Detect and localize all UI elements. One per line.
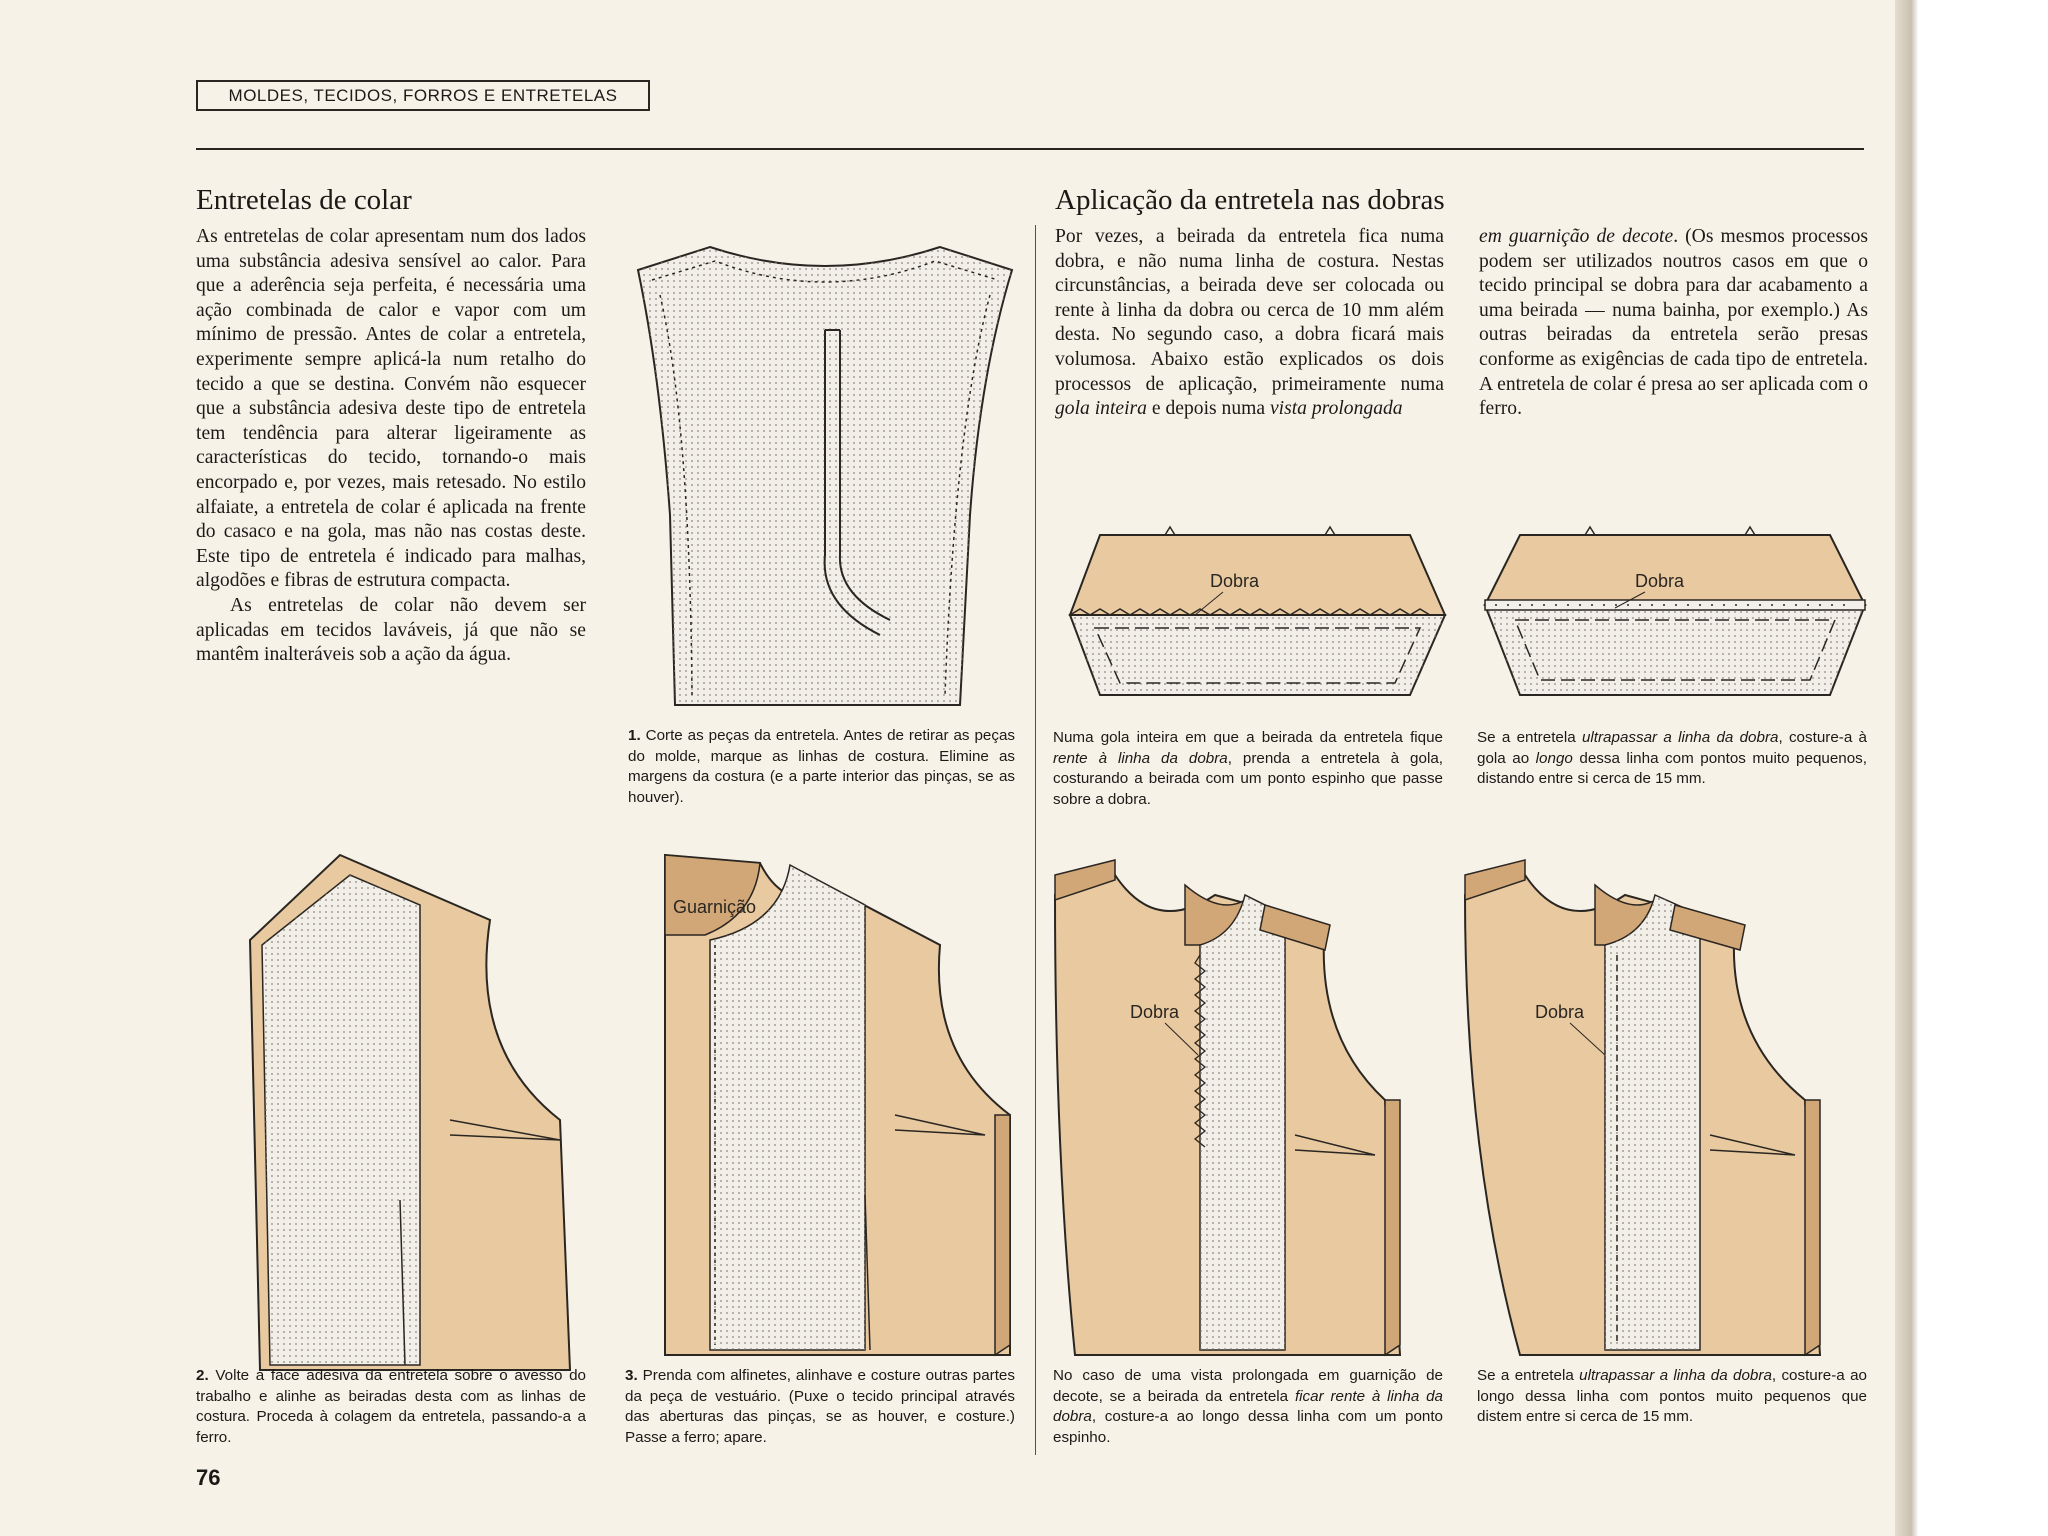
svg-text:Dobra: Dobra: [1635, 571, 1685, 591]
page-number: 76: [196, 1465, 221, 1490]
caption-7: Se a entretela ultrapassar a linha da dobra, costure-a ao longo dessa linha com pontos muito pequenos que distem entre si cerca de 15 mm.: [1477, 1367, 1867, 1425]
figure-1-interfacing-pieces: [630, 225, 1020, 725]
caption-2: 2. Volte a face adesiva da entretela sobre o avesso do trabalho e alinhe as beiradas desta com as linhas de costura. Proceda à colagem da entretela, passando-a a ferro.: [196, 1367, 586, 1446]
column-divider: [1035, 225, 1036, 1455]
figure-extended-facing-flush: [1055, 855, 1440, 1355]
header-rule: [196, 148, 1864, 150]
left-paragraph-2: As entretelas de colar não devem ser aplicadas em tecidos laváveis, já que não se mantêm inalteráveis sob a ação da água.: [196, 594, 586, 666]
svg-text:Dobra: Dobra: [1130, 1002, 1180, 1022]
left-paragraph-1: As entretelas de colar apresentam num dos lados uma substância adesiva sensível ao calor. Para que a aderência seja perfeita, é necessária uma ação combinada de calor e vapor com um mínimo de pressão. Antes de colar a entretela, experimente sempre aplicá-la num retalho do tecido a que se destina. Convém não esquecer que a substância adesiva deste tipo de entretela tem tendência para alterar ligeiramente as características do tecido, tornando-o mais encorpado e, por vezes, mais retesado. No estilo alfaiate, a entretela de colar é aplicada na frente do casaco e na gola, mas não nas costas deste. Este tipo de entretela é indicado para malhas, algodões e fibras de estrutura compacta.: [196, 226, 586, 592]
heading-aplicacao-nas-dobras: Aplicação da entretela nas dobras: [1055, 184, 1445, 216]
svg-text:Dobra: Dobra: [1535, 1002, 1585, 1022]
figure-collar-fold-flush: [1055, 520, 1450, 720]
caption-3: 3. Prenda com alfinetes, alinhave e costure outras partes da peça de vestuário. (Puxe o tecido principal através das aberturas das pinças, se as houver, e costure.) Passe a ferro; apare.: [625, 1367, 1015, 1446]
caption-6: No caso de uma vista prolongada em guarnição de decote, se a beirada da entretela ficar rente à linha da dobra, costure-a ao longo dessa linha com um ponto espinho.: [1053, 1367, 1443, 1446]
figure-collar-fold-overlap: [1475, 520, 1870, 720]
right-body-col1: Por vezes, a beirada da entretela fica numa dobra, e não numa linha de costura. Nestas circunstâncias, a beirada deve ser colocada ou rente à linha da dobra ou cerca de 10 mm além desta. No segundo caso, a dobra ficará mais volumosa. Abaixo estão explicados os dois processos de aplicação, primeiramente numa gola inteira e depois numa vista prolongada: [1055, 226, 1444, 420]
figure-extended-facing-overlap: [1465, 855, 1865, 1355]
section-header: MOLDES, TECIDOS, FORROS E ENTRETELAS: [196, 80, 650, 111]
caption-5: Se a entretela ultrapassar a linha da dobra, costure-a à gola ao longo dessa linha com pontos muito pequenos, distando entre si cerca de 15 mm.: [1477, 729, 1867, 787]
right-body-col2: em guarnição de decote. (Os mesmos processos podem ser utilizados noutros casos em que o tecido principal se dobra para dar acabamento a uma beirada — numa bainha, por exemplo.) As outras beiradas da entretela serão presas conforme as exigências de cada tipo de entretela. A entretela de colar é presa ao ser aplicada com o ferro.: [1479, 226, 1868, 420]
left-body-text: [196, 225, 586, 668]
label-dobra: Dobra: [1210, 571, 1260, 591]
figure-3-front-with-facing: [665, 855, 1015, 1355]
caption-1: 1. Corte as peças da entretela. Antes de retirar as peças do molde, marque as linhas de costura. Elimine as margens da costura (e a parte interior das pinças, se as houver).: [628, 727, 1015, 806]
figure-2-front-bodice: [240, 850, 580, 1370]
caption-4: Numa gola inteira em que a beirada da entretela fique rente à linha da dobra, prenda a entretela à gola, costurando a beirada com um ponto espinho que passe sobre a dobra.: [1053, 729, 1443, 808]
label-guarnicao: Guarnição: [673, 897, 757, 917]
heading-entretelas-de-colar: Entretelas de colar: [196, 184, 412, 216]
page-edge: [1895, 0, 1918, 1536]
